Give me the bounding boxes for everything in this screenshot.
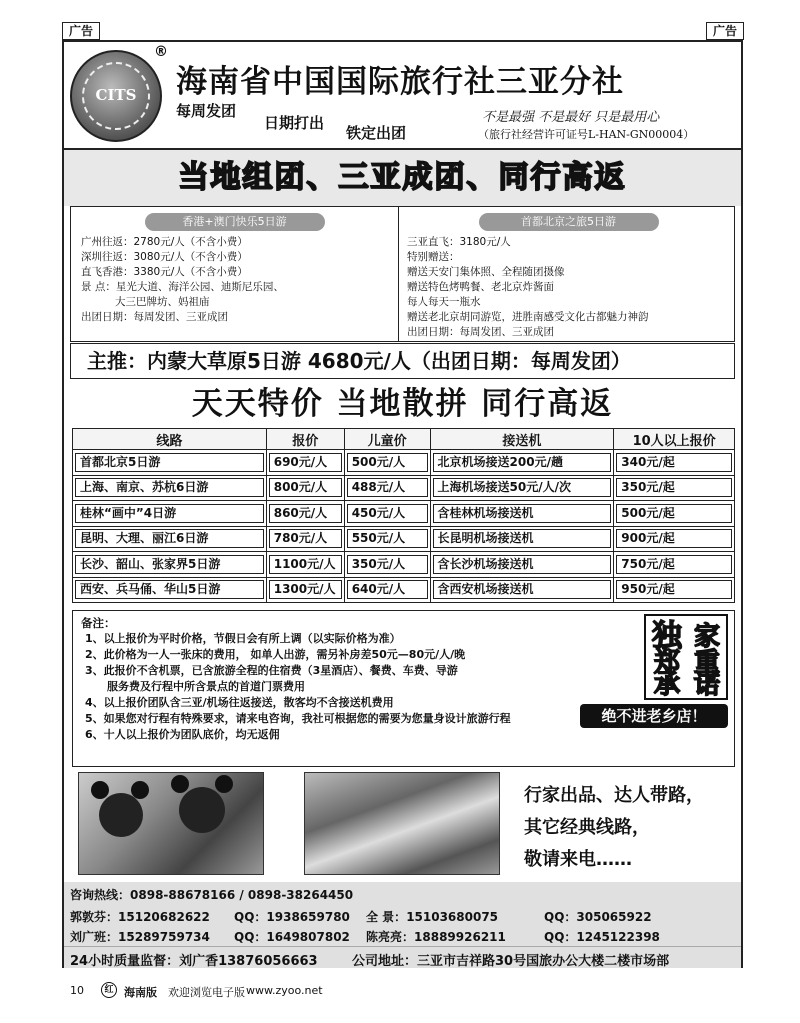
figure-ear bbox=[215, 775, 233, 793]
slogan-dates: 日期打出 bbox=[264, 114, 325, 132]
gift-item: 赠送老北京胡同游览，进胜南感受文化古都魅力神韵 bbox=[407, 311, 649, 323]
note-item: 6、十人以上报价为团队底价，均无返佣 bbox=[85, 728, 280, 741]
table-row bbox=[73, 501, 735, 527]
cell-airport-transfer bbox=[430, 577, 614, 603]
slogan-line: 敬请来电…… bbox=[524, 849, 632, 870]
contact-name: 全 景： bbox=[366, 910, 407, 924]
cell-text: 500元/起 bbox=[616, 504, 732, 523]
table-row bbox=[73, 475, 735, 501]
slogan-line: 其它经典线路， bbox=[524, 817, 650, 838]
tour-beijing bbox=[403, 207, 734, 341]
logo-text: CITS bbox=[95, 86, 137, 104]
cell-text: 首都北京5日游 bbox=[75, 453, 264, 472]
cell-route bbox=[73, 501, 267, 527]
badge-char: 诺 bbox=[693, 670, 720, 700]
cell-text: 长昆明机场接送机 bbox=[433, 529, 612, 548]
cell-text: 690元/人 bbox=[269, 453, 342, 472]
cell-text: 640元/人 bbox=[347, 580, 428, 599]
price-table bbox=[72, 428, 735, 603]
cell-text: 含西安机场接送机 bbox=[433, 580, 612, 599]
tour-line: 出团日期：每周发团、三亚成团 bbox=[81, 311, 228, 323]
cell-airport-transfer bbox=[430, 450, 614, 476]
qq-number: 1245122398 bbox=[576, 930, 660, 944]
figure-shape bbox=[99, 793, 143, 837]
hotline-numbers: 0898-88678166 / 0898-38264450 bbox=[130, 888, 354, 902]
badge-char: 承 bbox=[653, 670, 680, 700]
cell-route bbox=[73, 450, 267, 476]
cell-price bbox=[266, 552, 344, 578]
hotline bbox=[70, 886, 353, 903]
cell-route bbox=[73, 552, 267, 578]
tour-line: 大三巴牌坊、妈祖庙 bbox=[115, 296, 210, 308]
featured-tours bbox=[70, 206, 735, 342]
col-route: 线路 bbox=[73, 429, 267, 450]
globe-logo-icon bbox=[70, 50, 162, 142]
no-shopping-badge: 绝不进老乡店！ bbox=[580, 704, 728, 728]
cell-airport-transfer bbox=[430, 475, 614, 501]
footer-text: 欢迎浏览电子版 bbox=[168, 986, 245, 999]
cell-text: 1300元/人 bbox=[269, 580, 342, 599]
contact-phone: 18889926211 bbox=[414, 930, 506, 944]
edition-label: 海南版 bbox=[124, 986, 157, 999]
cell-group-price bbox=[614, 450, 735, 476]
cell-airport-transfer bbox=[430, 552, 614, 578]
cell-child-price bbox=[344, 552, 430, 578]
qq-number: 1938659780 bbox=[266, 910, 350, 924]
qq-number: 1649807802 bbox=[266, 930, 350, 944]
cell-airport-transfer bbox=[430, 526, 614, 552]
col-airport-transfer: 接送机 bbox=[430, 429, 614, 450]
cell-airport-transfer bbox=[430, 501, 614, 527]
table-row bbox=[73, 552, 735, 578]
cell-text: 西安、兵马俑、华山5日游 bbox=[75, 580, 264, 599]
cell-route bbox=[73, 526, 267, 552]
qq-label: QQ： bbox=[544, 910, 577, 924]
motto: 不是最强 不是最好 只是最用心 bbox=[482, 110, 660, 125]
cell-group-price bbox=[614, 577, 735, 603]
contact-person bbox=[366, 928, 506, 945]
qq-number: 305065922 bbox=[576, 910, 652, 924]
cell-child-price bbox=[344, 501, 430, 527]
contact-qq bbox=[234, 908, 350, 925]
contact-person bbox=[70, 908, 210, 925]
col-price: 报价 bbox=[266, 429, 344, 450]
qq-label: QQ： bbox=[544, 930, 577, 944]
cell-text: 800元/人 bbox=[269, 478, 342, 497]
cell-text: 900元/起 bbox=[616, 529, 732, 548]
page-number: 10 bbox=[70, 984, 84, 997]
cell-text: 950元/起 bbox=[616, 580, 732, 599]
cell-text: 780元/人 bbox=[269, 529, 342, 548]
cell-text: 上海、南京、苏杭6日游 bbox=[75, 478, 264, 497]
publisher-logo-icon: 红 bbox=[101, 982, 117, 998]
figure-ear bbox=[131, 781, 149, 799]
cell-price bbox=[266, 450, 344, 476]
registered-mark: ® bbox=[154, 44, 168, 60]
note-item: 服务费及行程中所含景点的首道门票费用 bbox=[107, 680, 305, 693]
note-item: 5、如果您对行程有特殊要求，请来电咨询，我社可根据您的需要为您量身设计旅游行程 bbox=[85, 712, 511, 725]
cell-child-price bbox=[344, 577, 430, 603]
cell-text: 450元/人 bbox=[347, 504, 428, 523]
cell-group-price bbox=[614, 552, 735, 578]
col-child-price: 儿童价 bbox=[344, 429, 430, 450]
cell-text: 含长沙机场接送机 bbox=[433, 555, 612, 574]
contact-qq bbox=[544, 908, 652, 925]
website-link[interactable]: www.zyoo.net bbox=[246, 984, 323, 997]
banner-daily-specials: 天天特价 当地散拼 同行高返 bbox=[191, 386, 614, 422]
ad-tag-right: 广告 bbox=[706, 22, 744, 40]
figure-ear bbox=[171, 775, 189, 793]
cell-group-price bbox=[614, 526, 735, 552]
qq-label: QQ： bbox=[234, 910, 267, 924]
cell-text: 1100元/人 bbox=[269, 555, 342, 574]
table-header-row bbox=[73, 429, 735, 450]
quality-supervisor: 24小时质量监督：刘广香13876056663 bbox=[70, 954, 318, 969]
gift-item: 每人每天一瓶水 bbox=[407, 296, 481, 308]
cell-text: 北京机场接送200元/趟 bbox=[433, 453, 612, 472]
note-item: 2、此价格为一人一张床的费用， 如单人出游，需另补房差50元—80元/人/晚 bbox=[85, 648, 466, 661]
contact-person bbox=[70, 928, 210, 945]
advertisement-frame bbox=[62, 40, 743, 968]
contact-phone: 15103680075 bbox=[406, 910, 499, 924]
cell-text: 340元/起 bbox=[616, 453, 732, 472]
cell-text: 350元/起 bbox=[616, 478, 732, 497]
notes-box bbox=[72, 610, 735, 767]
table-row bbox=[73, 526, 735, 552]
contact-name: 刘广班： bbox=[70, 930, 119, 944]
cell-group-price bbox=[614, 475, 735, 501]
cell-text: 含桂林机场接送机 bbox=[433, 504, 612, 523]
badge-char: 家 bbox=[693, 622, 720, 652]
contact-phone: 15289759734 bbox=[118, 930, 210, 944]
figure-shape bbox=[179, 787, 225, 833]
cell-text: 昆明、大理、丽江6日游 bbox=[75, 529, 264, 548]
cell-text: 长沙、韶山、张家界5日游 bbox=[75, 555, 264, 574]
cell-child-price bbox=[344, 450, 430, 476]
gift-title: 特别赠送： bbox=[407, 251, 460, 263]
col-group-price: 10人以上报价 bbox=[614, 429, 735, 450]
cell-price bbox=[266, 526, 344, 552]
tour-title: 首都北京之旅5日游 bbox=[479, 213, 659, 231]
main-recommendation: 主推：内蒙大草原5日游 4680元/人（出团日期：每周发团） bbox=[70, 343, 735, 379]
slogan-guaranteed: 铁定出团 bbox=[346, 124, 407, 142]
contact-name: 郭敦芬： bbox=[70, 910, 119, 924]
gift-item: 赠送天安门集体照、全程随团摄像 bbox=[407, 266, 565, 278]
note-item: 4、以上报价团队含三亚/机场往返接送，散客均不含接送机费用 bbox=[85, 696, 394, 709]
cell-child-price bbox=[344, 475, 430, 501]
cell-text: 860元/人 bbox=[269, 504, 342, 523]
cell-text: 350元/人 bbox=[347, 555, 428, 574]
exclusive-promise-badge bbox=[644, 614, 728, 700]
supervisor-address-bar bbox=[64, 946, 741, 968]
slogan-expert bbox=[524, 780, 704, 876]
hotline-label: 咨询热线： bbox=[70, 888, 131, 902]
cell-route bbox=[73, 577, 267, 603]
cell-text: 750元/起 bbox=[616, 555, 732, 574]
badge-char: 独 bbox=[652, 619, 682, 654]
tour-line: 直飞香港：3380元/人（不含小费） bbox=[81, 266, 248, 278]
mickey-minnie-photo bbox=[78, 772, 264, 875]
contact-qq bbox=[234, 928, 350, 945]
note-item: 1、以上报价为平时价格，节假日会有所上调（以实际价格为准） bbox=[85, 632, 401, 645]
table-row bbox=[73, 577, 735, 603]
badge-char: 重 bbox=[693, 648, 720, 678]
tour-hongkong-macau bbox=[71, 207, 399, 341]
slogan-weekly: 每周发团 bbox=[176, 102, 237, 120]
company-address: 公司地址：三亚市吉祥路30号国旅办公大楼二楼市场部 bbox=[352, 954, 670, 969]
cell-child-price bbox=[344, 526, 430, 552]
note-item: 3、此报价不含机票，已含旅游全程的住宿费（3星酒店）、餐费、车费、导游 bbox=[85, 664, 458, 677]
contact-phone: 15120682622 bbox=[118, 910, 210, 924]
contact-person bbox=[366, 908, 498, 925]
cell-price bbox=[266, 475, 344, 501]
license-number: （旅行社经营许可证号L-HAN-GN00004） bbox=[478, 128, 695, 141]
cell-text: 488元/人 bbox=[347, 478, 428, 497]
cell-group-price bbox=[614, 501, 735, 527]
gift-item: 赠送特色烤鸭餐、老北京炸酱面 bbox=[407, 281, 554, 293]
badge-char: 郑 bbox=[653, 648, 680, 678]
slogan-line: 行家出品、达人带路， bbox=[524, 785, 704, 806]
tour-line: 广州往返：2780元/人（不含小费） bbox=[81, 236, 248, 248]
cell-text: 桂林“画中”4日游 bbox=[75, 504, 264, 523]
tour-title: 香港+澳门快乐5日游 bbox=[145, 213, 325, 231]
cell-price bbox=[266, 577, 344, 603]
rocky-river-photo bbox=[304, 772, 500, 875]
ad-tag-left: 广告 bbox=[62, 22, 100, 40]
figure-ear bbox=[91, 781, 109, 799]
company-name: 海南省中国国际旅行社三亚分社 bbox=[176, 64, 624, 100]
tour-date: 出团日期：每周发团、三亚成团 bbox=[407, 326, 554, 338]
cell-text: 上海机场接送50元/人/次 bbox=[433, 478, 612, 497]
notes-title: 备注： bbox=[81, 616, 116, 630]
cell-text: 550元/人 bbox=[347, 529, 428, 548]
cell-text: 500元/人 bbox=[347, 453, 428, 472]
cell-price bbox=[266, 501, 344, 527]
tour-line: 景 点：星光大道、海洋公园、迪斯尼乐园、 bbox=[81, 281, 284, 293]
contact-name: 陈亮亮： bbox=[366, 930, 415, 944]
qq-label: QQ： bbox=[234, 930, 267, 944]
contact-qq bbox=[544, 928, 660, 945]
table-row bbox=[73, 450, 735, 476]
banner-local-tours: 当地组团、三亚成团、同行高返 bbox=[64, 150, 741, 206]
tour-line: 深圳往返：3080元/人（不含小费） bbox=[81, 251, 248, 263]
tour-price: 三亚直飞：3180元/人 bbox=[407, 236, 511, 248]
cell-route bbox=[73, 475, 267, 501]
header bbox=[64, 42, 741, 150]
